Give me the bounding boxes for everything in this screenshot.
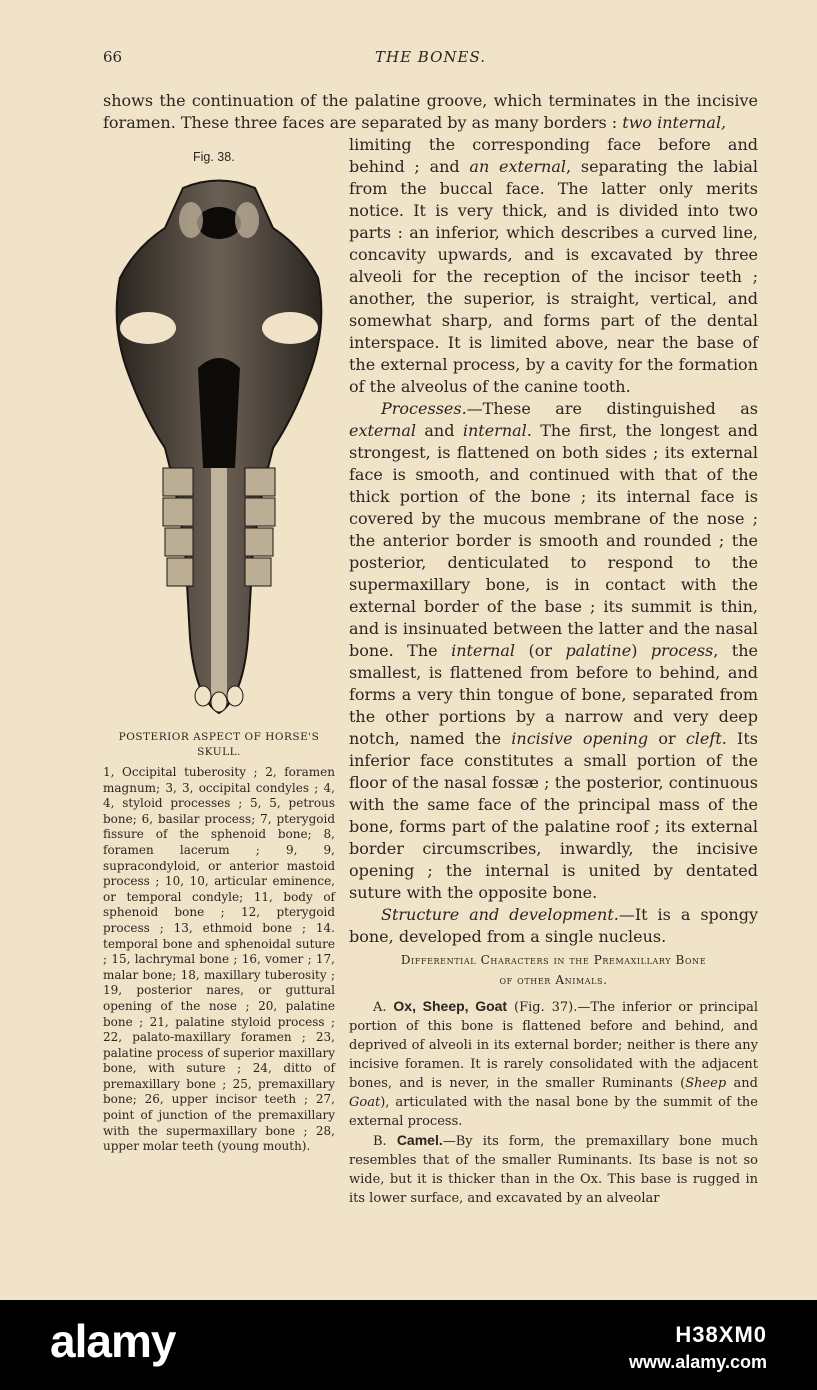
running-title: THE BONES. (375, 48, 486, 66)
page-number: 66 (103, 48, 123, 66)
figure-38 (103, 150, 335, 730)
intro-line-1: shows the continuation of the palatine groove, which terminates in the incisive (103, 91, 758, 110)
figure-caption-legend: 1, Occipital tuberosity ; 2, foramen magnum; 3, 3, occipital condyles ; 4, 4, styloid processes ; 5, 5, petrous bone; 6, basilar process; 7, pterygoid fissure of the sphenoid bone; 8, foramen lacerum ; 9, 9, supracondyloid, or anterior mastoid process ; 10, 10, articular eminence, or temporal condyle; 11, body of sphenoid bone ; 12, pterygoid process ; 13, ethmoid bone ; 14. temporal bone and sphenoidal suture ; 15, lachrymal bone ; 16, vomer ; 17, malar bone; 18, maxillary tuberosity ; 19, posterior nares, or guttural opening of the nose ; 20, palatine bone ; 21, palatine styloid process ; 22, palato-maxillary foramen ; 23, palatine process of superior maxillary bone, with suture ; 24, ditto of premaxillary bone ; 25, premaxillary bone; 26, upper incisor teeth ; 27, point of junction of the premaxillary with the supermaxillary bone ; 28, upper molar teeth (young mouth). (103, 765, 335, 1154)
paragraph-processes: Processes.—These are distinguished as external and internal. The first, the longest and strongest, is flattened on both sides ; its external face is smooth, and continued with that of the thick portion of the bone ; its internal face is covered by the mucous membrane of the nose ; the anterior border is smooth and rounded ; the posterior, denticulated to respond to the supermaxillary bone, is in contact with the external border of the base ; its summit is thin, and is insinuated between the latter and the nasal bone. The internal (or palatine) process, the smallest, is flattened from before to behind, and forms a very thin tongue of bone, separated from the other portions by a narrow and very deep notch, named the incisive opening or cleft. Its inferior face constitutes a small portion of the floor of the nasal fossæ ; the posterior, continuous with the same face of the principal mass of the bone, forms part of the palatine roof ; its external border circumscribes, inwardly, the incisive opening ; the internal is united by dentated suture with the opposite bone. (349, 399, 758, 902)
alamy-logo: alamy (50, 1315, 176, 1367)
differential-characters-text (349, 997, 758, 1208)
intro-emphasis: two internal, (622, 113, 727, 132)
section-heading: Differential Characters in the Premaxillary Bone of other Animals. (400, 953, 707, 987)
paragraph-ox-sheep-goat: A. Ox, Sheep, Goat (Fig. 37).—The inferior or principal portion of this bone is flattened before and behind, and deprived of alveoli in its external border; neither is there any incisive foramen. It is rarely consolidated with the adjacent bones, and is never, in the smaller Ruminants (Sheep and Goat), articulated with the nasal bone by the summit of the external process. (349, 998, 759, 1129)
figure-caption-title: POSTERIOR ASPECT OF HORSE'S SKULL. (118, 731, 320, 758)
site-url[interactable]: www.alamy.com (628, 1352, 767, 1372)
paragraph-structure: Structure and development.—It is a spongy bone, developed from a single nucleus. (349, 905, 759, 946)
image-id: H38XM0 (675, 1322, 767, 1347)
paragraph-camel: B. Camel.—By its form, the premaxillary bone much resembles that of the smaller Ruminants. Its base is not so wide, but it is thicker than in the Ox. This base is rugged in its lower surface, and excavated by an alveolar (349, 1132, 758, 1206)
paragraph-faces: limiting the corresponding face before and behind ; and an external, separating the labial from the buccal face. The latter only merits notice. It is very thick, and is divided into two parts : an inferior, which describes a curved line, concavity upwards, and is excavated by three alveoli for the reception of the incisor teeth ; another, the superior, is straight, vertical, and somewhat sharp, and forms part of the dental interspace. It is limited above, near the base of the external process, by a cavity for the formation of the alveolus of the canine tooth. (349, 135, 758, 396)
intro-line-2: foramen. These three faces are separated by as many borders : (103, 113, 623, 132)
figure-label: Fig. 38. (193, 150, 235, 164)
page-header (103, 48, 758, 70)
intro-paragraph (103, 90, 758, 134)
stock-footer-banner (0, 1300, 817, 1390)
main-text-column (349, 134, 758, 948)
horse-skull-illustration (103, 168, 335, 728)
